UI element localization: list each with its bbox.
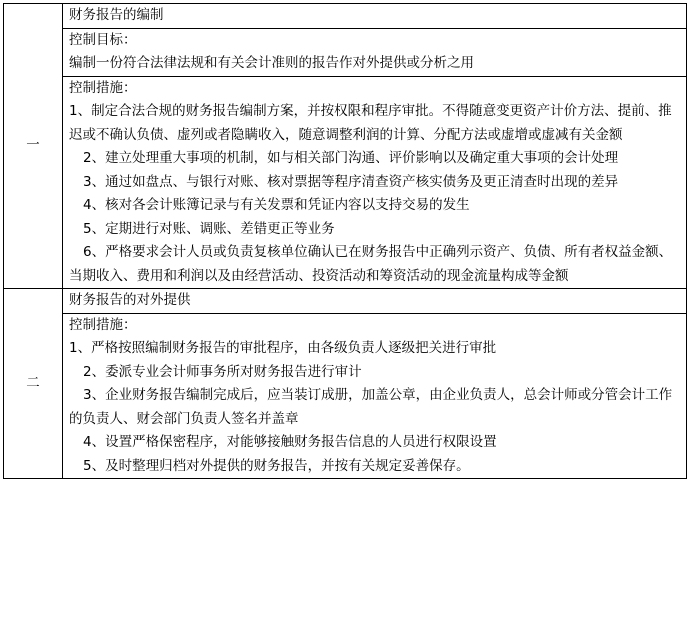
- measure-item: 5、定期进行对账、调账、差错更正等业务: [83, 220, 335, 237]
- control-goal-cell: [63, 28, 687, 76]
- measure-item: 4、设置严格保密程序，对能够接触财务报告信息的人员进行权限设置: [83, 434, 497, 450]
- control-measures-label: 控制措施：: [69, 316, 137, 333]
- measure-item: 5、及时整理归档对外提供的财务报告，并按有关规定妥善保存。: [83, 457, 470, 474]
- section-2-measures-row: [4, 313, 687, 479]
- measure-item: 1、严格按照编制财务报告的审批程序，由各级负责人逐级把关进行审批: [69, 340, 497, 356]
- section-1-title-row: [4, 4, 687, 29]
- control-goal-label: 控制目标：: [69, 31, 137, 48]
- control-goal-text: 编制一份符合法律法规和有关会计准则的报告作对外提供或分析之用: [69, 55, 474, 71]
- measure-item: 3、企业财务报告编制完成后，应当装订成册，加盖公章，由企业负责人，总会计师或分管会计工作的负责人、财会部门负责人签名并盖章: [69, 387, 673, 427]
- section-1-goal-row: [4, 28, 687, 76]
- measure-item: 4、核对各会计账簿记录与有关发票和凭证内容以支持交易的发生: [83, 197, 470, 213]
- control-measures-cell: [63, 313, 687, 479]
- section-number: 一: [4, 4, 63, 289]
- section-2-title-row: [4, 289, 687, 314]
- measure-item: 2、委派专业会计师事务所对财务报告进行审计: [83, 363, 362, 380]
- section-title: 财务报告的对外提供: [63, 289, 687, 314]
- measure-item: 6、严格要求会计人员或负责复核单位确认已在财务报告中正确列示资产、负债、所有者权益金额、当期收入、费用和利润以及由经营活动、投资活动和筹资活动的现金流量构成等金额: [69, 244, 673, 284]
- section-1-measures-row: [4, 76, 687, 289]
- control-table: [3, 3, 687, 479]
- measure-item: 3、通过如盘点、与银行对账、核对票据等程序清查资产核实债务及更正清查时出现的差异: [83, 173, 619, 190]
- control-measures-label: 控制措施：: [69, 79, 137, 96]
- measure-item: 1、制定合法合规的财务报告编制方案，并按权限和程序审批。不得随意变更资产计价方法、提前、推迟或不确认负债、虚列或者隐瞒收入，随意调整利润的计算、分配方法或虚增或虚减有关金额: [69, 103, 672, 143]
- control-measures-cell: [63, 76, 687, 289]
- measure-item: 2、建立处理重大事项的机制，如与相关部门沟通、评价影响以及确定重大事项的会计处理: [83, 150, 619, 166]
- section-number: 二: [4, 289, 63, 479]
- section-title: 财务报告的编制: [63, 4, 687, 29]
